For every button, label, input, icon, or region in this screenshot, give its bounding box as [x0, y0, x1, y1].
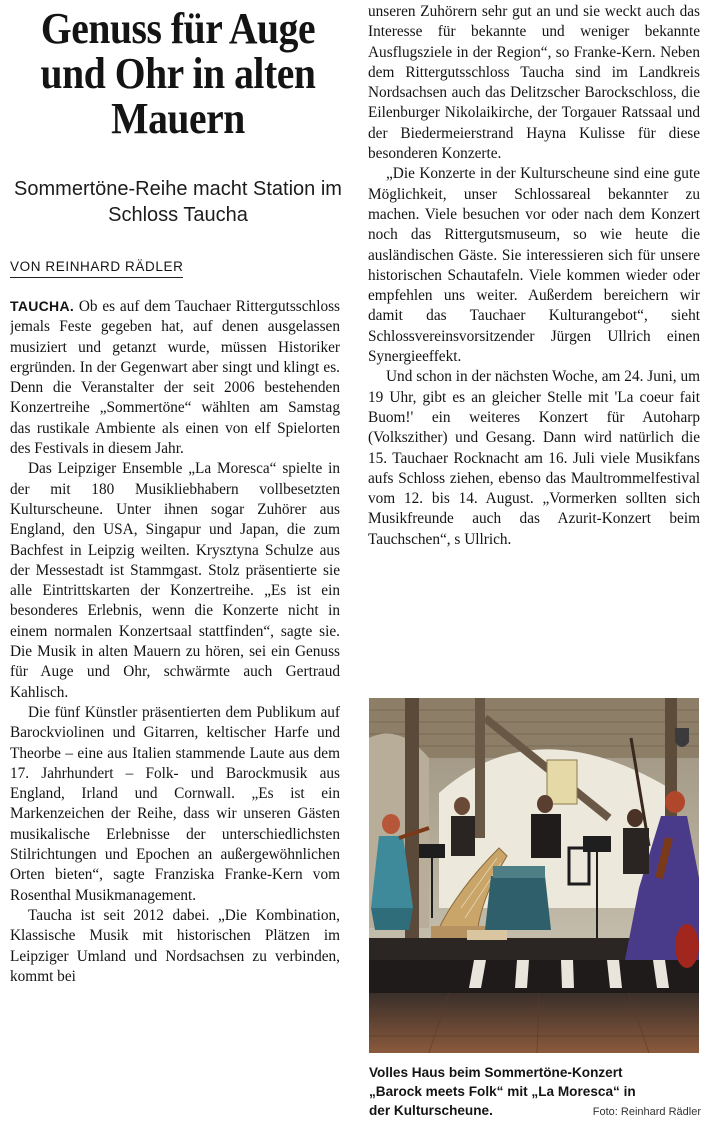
caption-line: „Barock meets Folk“ mit „La Moresca“ in	[369, 1084, 636, 1099]
dateline: TAUCHA.	[10, 298, 75, 314]
article-subheadline: Sommertöne-Reihe macht Station im Schloss Taucha	[14, 178, 342, 226]
caption-line: der Kulturscheune.	[369, 1103, 493, 1118]
photo-caption	[369, 1063, 701, 1122]
article-paragraph: „Die Konzerte in der Kulturscheune sind eine gute Möglichkeit, unser Schlossareal bekannter zu machen. Viele besuchen vor oder nach dem Konzert noch das Rittergutsmuseum, so wie heute die ausländischen Gäste. Sie interessieren sich für unsere historischen Schautafeln. Viele kommen wieder oder empfehlen uns weiter. Außerdem bereichern wir damit das Tauchaer Kulturangebot“, sieht Schlossvereinsvorsitzender Jürgen Ullrich einen Synergieeffekt.	[368, 165, 700, 366]
article-paragraph: Und schon in der nächsten Woche, am 24. Juni, um 19 Uhr, gibt es an gleicher Stelle mit 'La coeur fait Buom!' ein weiteres Konzert für Autoharp (Volkszither) und Gesang. Dann wird natürlich die 15. Tauchaer Rocknacht am 16. Juli viele Musikfans aufs Schloss ziehen, ebenso das Maultrommelfestival vom 12. bis 14. August. „Vormerken sollten sich Musikfreunde auch das Azurit-Konzert beim Tauchschen“, s Ullrich.	[368, 368, 700, 548]
paragraph-text: Ob es auf dem Tauchaer Rittergutsschloss jemals Feste gegeben hat, auf denen ausgelassen musiziert und getanzt wurde, müssen Historiker ergründen. In der Gegenwart aber singt und klingt es. Denn die Veranstalter der seit 2006 bestehenden Konzertreihe „Sommertöne“ wählten am Samstag das rustikale Ambiente als einen von elf Spielorten des Festivals in diesem Jahr.	[10, 298, 340, 458]
article-column-left	[10, 296, 340, 1132]
article-column-right	[368, 2, 700, 678]
caption-line: Volles Haus beim Sommertöne-Konzert	[369, 1065, 623, 1080]
article-paragraph: Die fünf Künstler präsentierten dem Publikum auf Barockviolinen und Gitarren, keltischer Harfe und Theorbe – eine aus Italien stammende Laute aus dem 17. Jahrhundert – Folk- und Barockmusik aus England, Irland und Cornwall. „Es ist ein Markenzeichen der Reihe, dass wir unseren Gästen musikalische Erlebnisse der unterschiedlichsten Stilrichtungen und Epochen an außergewöhnlichen Orten bieten“, sagte Franziska Franke-Kern vom Rosenthal Musikmanagement.	[10, 703, 340, 904]
photo-credit: Foto: Reinhard Rädler	[592, 1106, 701, 1118]
article-paragraph	[10, 296, 340, 459]
caption-last-line	[369, 1101, 701, 1122]
concert-photo	[369, 698, 699, 1053]
article-paragraph: Taucha ist seit 2012 dabei. „Die Kombination, Klassische Musik mit historischen Plätzen im Leipziger Umland und Nordsachsen zu verbinden, kommt bei	[10, 906, 340, 985]
article-paragraph: unseren Zuhörern sehr gut an und sie weckt auch das Interesse für bekannte und weniger bekannte Ausflugsziele in der Region“, so Franke-Kern. Neben dem Rittergutsschloss Taucha sind im Landkreis Nordsachsen auch das Delitzscher Barockschloss, die Eilenburger Nikolaikirche, der Torgauer Ratssaal und der Biedermeierstrand Hayna Kulisse für diese besonderen Konzerte.	[368, 3, 700, 163]
article-headline: Genuss für Auge und Ohr in alten Mauern	[40, 4, 316, 143]
article-paragraph: Das Leipziger Ensemble „La Moresca“ spielte in der mit 180 Musikliebhabern vollbesetzten Kulturscheune. Unter ihnen sogar Zuhörer aus England, den USA, Singapur und Japan, die zum Bachfest in Leipzig weilten. Krysztyna Schulze aus der Messestadt ist Stammgast. Stolz präsentierte sie alle Eintrittskarten der Konzertreihe. „Es ist ein besonderes Erlebnis, wenn die Konzerte nicht in einem normalen Konzertsaal stattfinden“, sagte sie. Die Musik in alten Mauern zu hören, sei ein Genuss für Auge und Ohr, schwärmte auch Gertraud Kahlisch.	[10, 460, 340, 701]
article-byline: VON REINHARD RÄDLER	[10, 258, 183, 278]
